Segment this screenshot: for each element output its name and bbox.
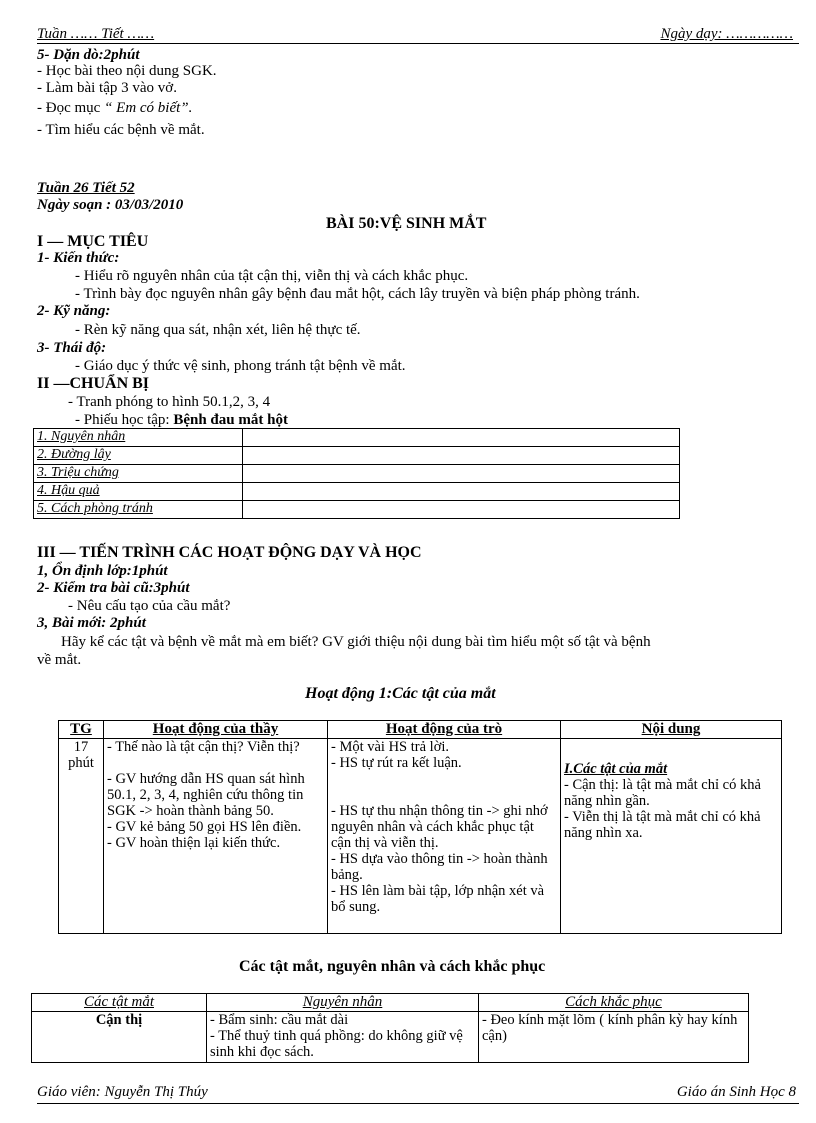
column-header: Cách khắc phục xyxy=(479,994,749,1012)
skill-item: - Rèn kỹ năng qua sát, nhận xét, liên hệ thực tế. xyxy=(75,322,361,338)
column-header: Nguyên nhân xyxy=(207,994,479,1012)
activity-title: Hoạt động 1:Các tật của mắt xyxy=(305,685,496,702)
header-date: Ngày dạy: …………… xyxy=(660,26,793,42)
homework-item xyxy=(37,100,192,116)
knowledge-heading: 1- Kiến thức: xyxy=(37,250,120,266)
student-item: - HS dựa vào thông tin -> hoàn thành bảng. xyxy=(331,851,548,883)
cause-cell xyxy=(207,1012,479,1063)
page-header xyxy=(37,26,799,44)
cause-item: - Thể thuỷ tinh quá phồng: do không giữ vệ sinh khi đọc sách. xyxy=(210,1028,463,1060)
header-week: Tuần …… Tiết …… xyxy=(37,26,155,42)
table-row xyxy=(34,465,680,483)
attitude-heading: 3- Thái độ: xyxy=(37,340,107,356)
worksheet-prefix: - Phiếu học tập: xyxy=(75,412,170,428)
read-prefix: - Đọc mục xyxy=(37,100,101,116)
table-row xyxy=(32,1012,749,1063)
read-title: “ Em có biết”. xyxy=(104,100,193,116)
cause-item: - Bẩm sinh: cầu mắt dài xyxy=(210,1012,349,1028)
worksheet-answer-cell xyxy=(243,465,680,483)
process-item: - Nêu cấu tạo của cầu mắt? xyxy=(68,598,231,614)
table50-title: Các tật mắt, nguyên nhân và cách khắc phục xyxy=(239,958,546,975)
teacher-cell xyxy=(104,739,328,934)
content-item: - Viễn thị là tật mà mắt chỉ có khả năng nhìn xa. xyxy=(564,809,761,841)
worksheet-title: Bệnh đau mắt hột xyxy=(173,412,288,428)
objectives-heading: I — MỤC TIÊU xyxy=(37,233,149,250)
table-row xyxy=(34,501,680,519)
worksheet-answer-cell xyxy=(243,483,680,501)
table-row xyxy=(59,739,782,934)
student-item: - HS tự thu nhận thông tin -> ghi nhớ nguyên nhân và cách khắc phục tật cận thị và viễn thị. xyxy=(331,803,548,851)
remedy-cell: - Đeo kính mặt lõm ( kính phân kỳ hay kính cận) xyxy=(479,1012,749,1063)
student-item: - Một vài HS trả lời. xyxy=(331,739,450,755)
process-step: 1, Ổn định lớp:1phút xyxy=(37,563,168,579)
lesson-title: BÀI 50:VỆ SINH MẮT xyxy=(326,215,487,232)
footer-subject: Giáo án Sinh Học 8 xyxy=(676,1084,796,1100)
worksheet-answer-cell xyxy=(243,447,680,465)
worksheet-answer-cell xyxy=(243,429,680,447)
worksheet-table xyxy=(33,428,680,519)
time-cell: 17 phút xyxy=(59,739,104,934)
footer-teacher: Giáo viên: Nguyễn Thị Thúy xyxy=(37,1084,208,1100)
table-row xyxy=(34,429,680,447)
knowledge-item: - Trình bày đọc nguyên nhân gây bệnh đau mắt hột, cách lây truyền và biện pháp phòng tránh. xyxy=(75,286,640,302)
column-header: Nội dung xyxy=(561,721,782,739)
teacher-item: - GV kẻ bảng 50 gọi HS lên điền. xyxy=(107,819,302,835)
table-row xyxy=(34,483,680,501)
spacer xyxy=(564,739,778,761)
worksheet-cell: 4. Hậu quả xyxy=(34,483,243,501)
table-row xyxy=(32,994,749,1012)
page-footer xyxy=(37,1084,799,1104)
worksheet-cell: 1. Nguyên nhân xyxy=(34,429,243,447)
column-header: TG xyxy=(59,721,104,739)
prep-heading: II —CHUẨN BỊ xyxy=(37,375,150,392)
activity-table xyxy=(58,720,782,934)
spacer xyxy=(107,755,324,771)
intro-text: Hãy kể các tật và bệnh về mắt mà em biết? GV giới thiệu nội dung bài tìm hiểu một số tật và bệnh xyxy=(61,634,651,650)
content-cell xyxy=(561,739,782,934)
column-header: Hoạt động của thầy xyxy=(104,721,328,739)
homework-item: - Tìm hiểu các bệnh về mắt. xyxy=(37,122,205,138)
prep-item xyxy=(75,412,288,428)
intro-text: về mắt. xyxy=(37,652,82,668)
lesson-week: Tuần 26 Tiết 52 xyxy=(37,180,135,196)
table-row xyxy=(59,721,782,739)
homework-item: - Làm bài tập 3 vào vở. xyxy=(37,80,177,96)
process-heading: III — TIẾN TRÌNH CÁC HOẠT ĐỘNG DẠY VÀ HỌC xyxy=(37,544,422,561)
skill-heading: 2- Kỹ năng: xyxy=(37,303,111,319)
student-item: - HS lên làm bài tập, lớp nhận xét và bổ sung. xyxy=(331,883,545,915)
homework-heading: 5- Dặn dò:2phút xyxy=(37,47,140,63)
process-step: 3, Bài mới: 2phút xyxy=(37,615,146,631)
content-item: - Cận thị: là tật mà mắt chỉ có khả năng nhìn gần. xyxy=(564,777,761,809)
table50 xyxy=(31,993,749,1063)
column-header: Hoạt động của trò xyxy=(328,721,561,739)
lesson-date: Ngày soạn : 03/03/2010 xyxy=(37,197,184,213)
defect-name-cell: Cận thị xyxy=(32,1012,207,1063)
worksheet-answer-cell xyxy=(243,501,680,519)
student-cell xyxy=(328,739,561,934)
content-title: I.Các tật của mắt xyxy=(564,761,668,777)
teacher-item: - GV hoàn thiện lại kiến thức. xyxy=(107,835,281,851)
table-row xyxy=(34,447,680,465)
spacer xyxy=(331,771,557,803)
teacher-item: - GV hướng dẫn HS quan sát hình 50.1, 2, 3, 4, nghiên cứu thông tin SGK -> hoàn thành bảng 50. xyxy=(107,771,305,819)
teacher-item: - Thế nào là tật cận thị? Viễn thị? xyxy=(107,739,300,755)
column-header: Các tật mắt xyxy=(32,994,207,1012)
worksheet-cell: 2. Đường lây xyxy=(34,447,243,465)
homework-item: - Học bài theo nội dung SGK. xyxy=(37,63,217,79)
attitude-item: - Giáo dục ý thức vệ sinh, phong tránh tật bệnh về mắt. xyxy=(75,358,406,374)
worksheet-cell: 5. Cách phòng tránh xyxy=(34,501,243,519)
process-step: 2- Kiểm tra bài cũ:3phút xyxy=(37,580,190,596)
student-item: - HS tự rút ra kết luận. xyxy=(331,755,462,771)
worksheet-cell: 3. Triệu chứng xyxy=(34,465,243,483)
prep-item: - Tranh phóng to hình 50.1,2, 3, 4 xyxy=(68,394,271,410)
knowledge-item: - Hiểu rõ nguyên nhân của tật cận thị, viễn thị và cách khắc phục. xyxy=(75,268,469,284)
